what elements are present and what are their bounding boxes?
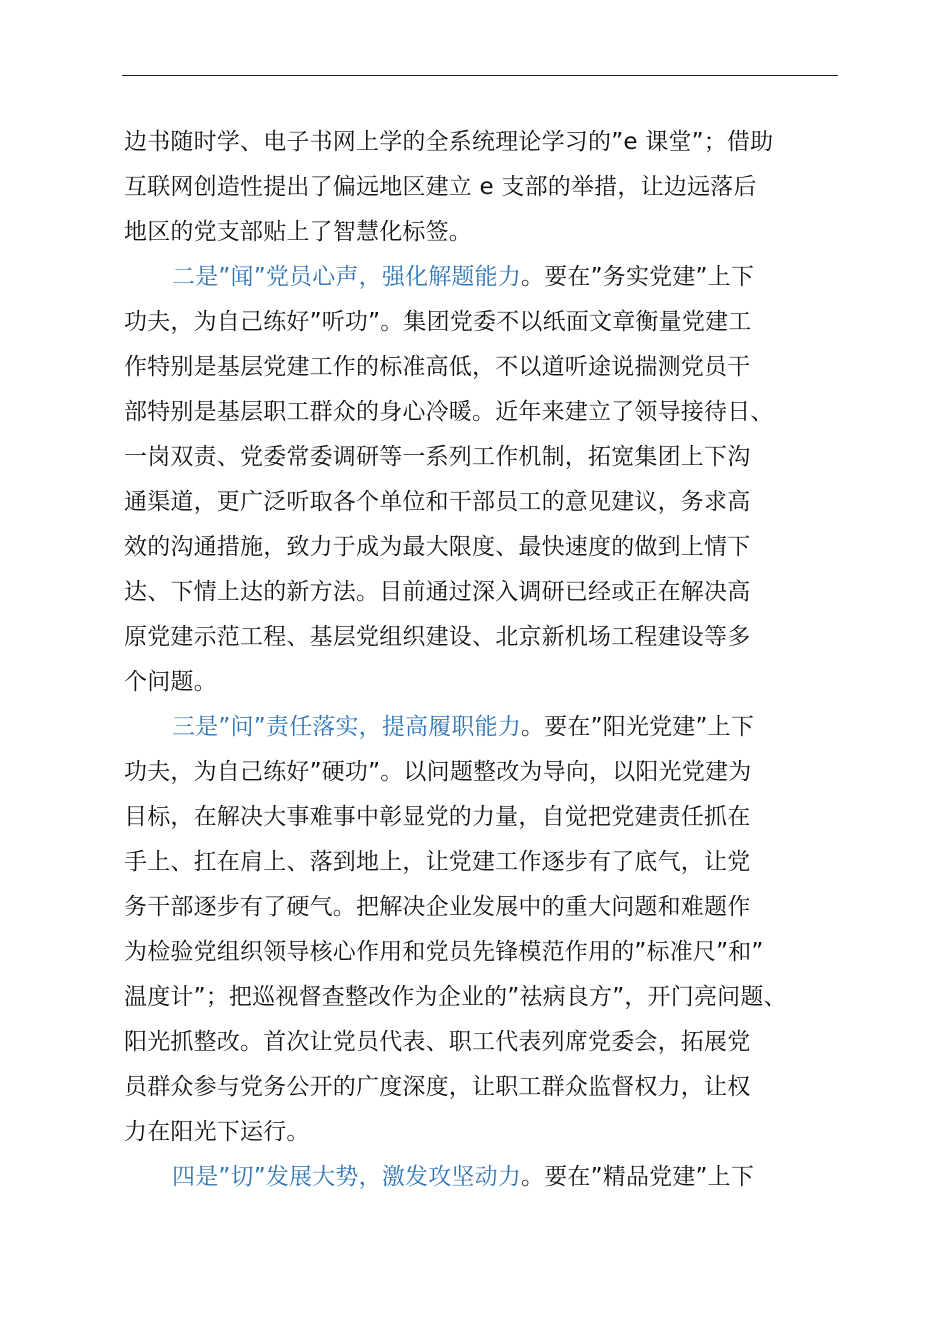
body-line: 原党建示范工程、基层党组织建设、北京新机场工程建设等多 xyxy=(124,624,751,650)
body-line: 达、下情上达的新方法。目前通过深入调研已经或正在解决高 xyxy=(124,579,751,605)
section-heading-line xyxy=(172,262,892,292)
body-line: 为检验党组织领导核心作用和党员先锋模范作用的”标准尺”和” xyxy=(124,939,764,965)
body-line: 员群众参与党务公开的广度深度，让职工群众监督权力，让权 xyxy=(124,1074,751,1100)
body-line: 通渠道，更广泛听取各个单位和干部员工的意见建议，务求高 xyxy=(124,489,751,515)
body-line: 边书随时学、电子书网上学的全系统理论学习的”e 课堂”；借助 xyxy=(124,129,774,155)
section-heading: 二是”闻”党员心声，强化解题能力 xyxy=(172,264,522,290)
body-line: 温度计”；把巡视督查整改作为企业的”祛病良方”，开门亮问题、 xyxy=(124,984,787,1010)
body-line: 力在阳光下运行。 xyxy=(124,1119,310,1145)
body-line: 个问题。 xyxy=(124,669,217,695)
body-line: 互联网创造性提出了偏远地区建立 e 支部的举措，让边远落后 xyxy=(124,174,757,200)
body-line: 阳光抓整改。首次让党员代表、职工代表列席党委会，拓展党 xyxy=(124,1029,751,1055)
header-rule xyxy=(122,75,838,76)
body-line: 部特别是基层职工群众的身心冷暖。近年来建立了领导接待日、 xyxy=(124,399,774,425)
body-line: 目标，在解决大事难事中彰显党的力量，自觉把党建责任抓在 xyxy=(124,804,751,830)
body-line: 功夫，为自己练好”硬功”。以问题整改为导向，以阳光党建为 xyxy=(124,759,752,785)
body-line: 效的沟通措施，致力于成为最大限度、最快速度的做到上情下 xyxy=(124,534,751,560)
body-line: 功夫，为自己练好”听功”。集团党委不以纸面文章衡量党建工 xyxy=(124,309,752,335)
section-heading-line xyxy=(172,1162,892,1192)
section-heading: 四是”切”发展大势，激发攻坚动力 xyxy=(172,1164,522,1190)
section-heading-line xyxy=(172,712,892,742)
body-line: 作特别是基层党建工作的标准高低，不以道听途说揣测党员干 xyxy=(124,354,751,380)
section-heading: 三是”问”责任落实，提高履职能力 xyxy=(172,714,522,740)
section-heading-rest: 。要在”精品党建”上下 xyxy=(521,1164,755,1190)
body-line: 务干部逐步有了硬气。把解决企业发展中的重大问题和难题作 xyxy=(124,894,751,920)
section-heading-rest: 。要在”务实党建”上下 xyxy=(521,264,755,290)
body-line: 手上、扛在肩上、落到地上，让党建工作逐步有了底气，让党 xyxy=(124,849,751,875)
section-heading-rest: 。要在”阳光党建”上下 xyxy=(521,714,755,740)
body-line: 地区的党支部贴上了智慧化标签。 xyxy=(124,219,472,245)
body-line: 一岗双责、党委常委调研等一系列工作机制，拓宽集团上下沟 xyxy=(124,444,751,470)
